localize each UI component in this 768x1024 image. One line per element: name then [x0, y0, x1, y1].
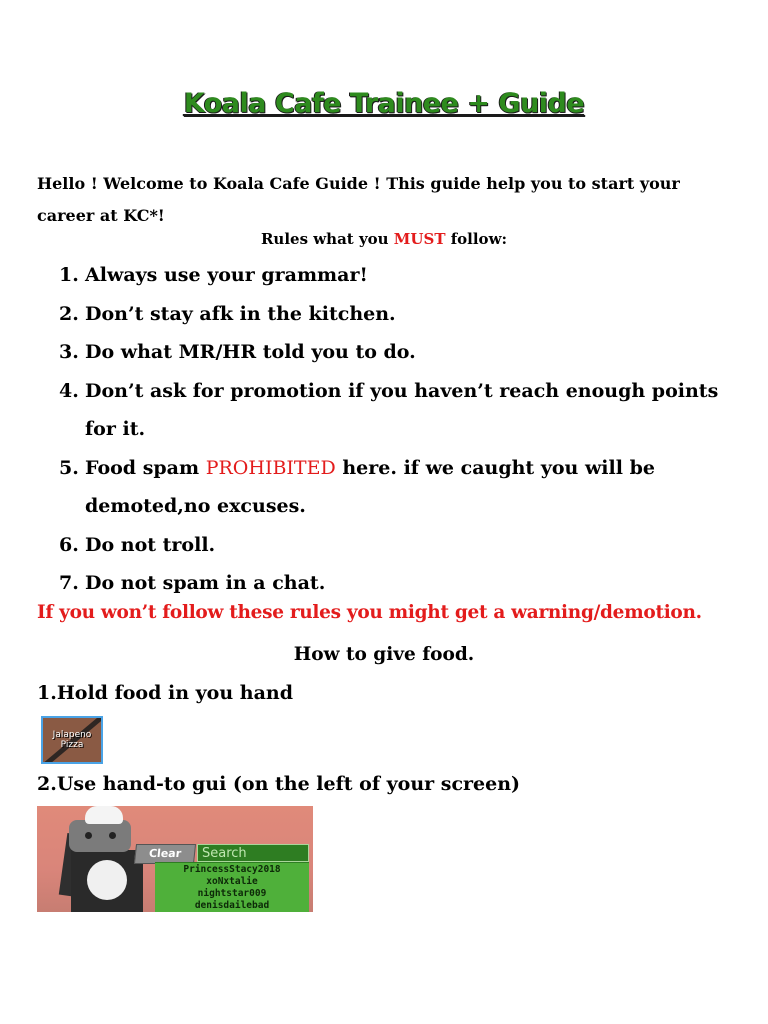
rules-heading-after: follow: — [445, 230, 508, 248]
food-item-line2: Pizza — [60, 740, 84, 750]
player-list-item[interactable]: PrincessStacy2018 — [183, 864, 281, 875]
step-1: 1.Hold food in you hand — [37, 682, 294, 704]
rule-item — [59, 564, 739, 603]
rules-list — [59, 256, 739, 603]
player-list — [155, 862, 309, 912]
rule-number: 2. — [59, 302, 79, 325]
rules-heading — [0, 230, 768, 248]
rule-text: Don’t stay afk in the kitchen. — [85, 302, 396, 325]
player-list-item[interactable]: xoNxtalie — [206, 876, 258, 887]
rule-item — [59, 333, 739, 372]
warning-text: If you won’t follow these rules you might get a warning/demotion. — [37, 602, 702, 623]
rule-item — [59, 449, 739, 526]
howto-heading: How to give food. — [293, 644, 475, 665]
search-input[interactable]: Search — [197, 844, 309, 862]
rules-heading-emphasis: MUST — [393, 230, 446, 248]
rule-emphasis-prohibited: PROHIBITED — [205, 456, 336, 479]
chef-hat-icon — [85, 806, 123, 824]
rule-text: Do not spam in a chat. — [85, 572, 326, 594]
rule-item — [59, 372, 739, 449]
chef-eye — [109, 832, 116, 839]
step-2: 2.Use hand-to gui (on the left of your screen) — [37, 773, 521, 795]
chef-eye — [85, 832, 92, 839]
rule-text-after: here. if we caught you will be demoted,no excuses. — [85, 456, 655, 517]
chef-plate — [87, 860, 127, 900]
intro-paragraph: Hello ! Welcome to Koala Cafe Guide ! This guide help you to start your career at KC*! — [37, 174, 680, 225]
rule-item — [59, 295, 739, 334]
rule-number: 7. — [59, 572, 79, 594]
rule-item — [59, 526, 739, 565]
page-title: Koala Cafe Trainee + Guide — [183, 88, 585, 119]
rules-heading-before: Rules what you — [260, 230, 394, 248]
player-list-item[interactable]: nightstar009 — [197, 888, 267, 899]
food-item-icon — [41, 716, 103, 764]
rule-number: 3. — [59, 341, 79, 363]
player-list-item[interactable]: denisdailebad — [194, 900, 270, 911]
rule-text: Don’t ask for promotion if you haven’t reach enough points for it. — [85, 379, 719, 440]
rule-text: Always use your grammar! — [85, 264, 368, 286]
game-screenshot — [37, 806, 313, 912]
rule-text: Do what MR/HR told you to do. — [85, 341, 416, 363]
chef-head — [69, 820, 131, 852]
clear-button[interactable]: Clear — [134, 844, 196, 864]
rule-item — [59, 256, 739, 295]
rule-text-before: Food spam — [85, 456, 206, 479]
rule-number: 6. — [59, 533, 79, 556]
rule-number: 1. — [59, 264, 79, 286]
rule-text: Do not troll. — [85, 533, 216, 556]
food-item-line1: Jalapeno — [52, 730, 92, 740]
rule-number: 5. — [59, 456, 79, 479]
rule-number: 4. — [59, 379, 79, 402]
rule-text — [85, 449, 739, 526]
